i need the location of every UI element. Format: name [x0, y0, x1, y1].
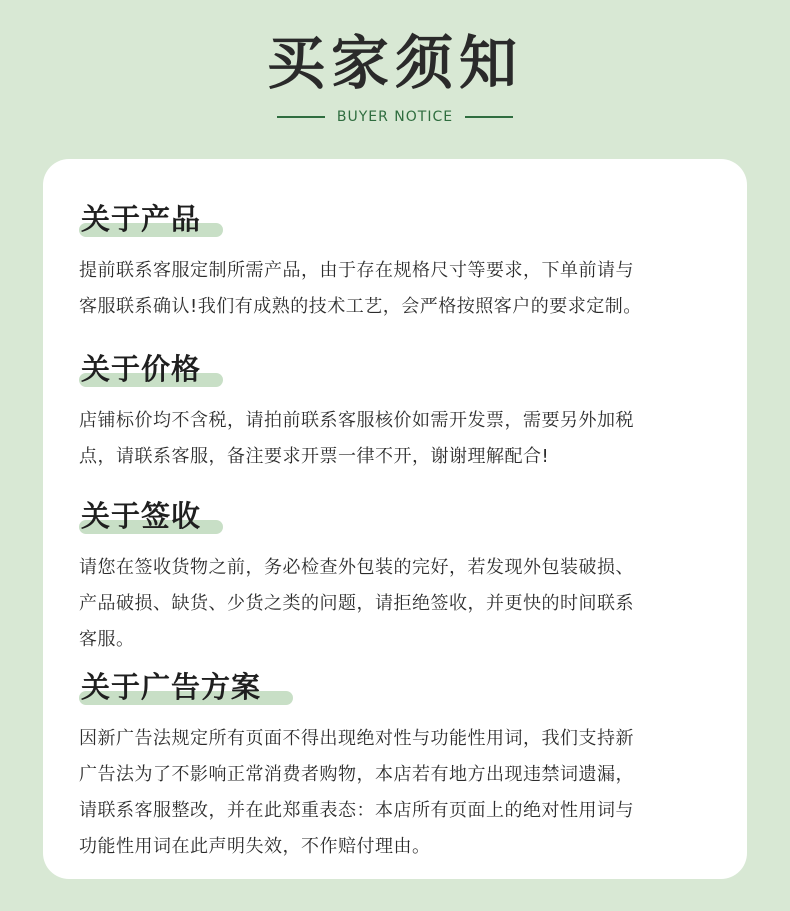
body-line: 因新广告法规定所有页面不得出现绝对性与功能性用词，我们支持新 — [79, 728, 634, 749]
body-line: 请联系客服整改，并在此郑重表态：本店所有页面上的绝对性用词与 — [79, 800, 634, 821]
section-heading-wrap — [79, 496, 729, 542]
section-heading: 关于产品 — [81, 202, 202, 236]
body-line: 店铺标价均不含税，请拍前联系客服核价如需开发票，需要另外加税 — [79, 410, 634, 431]
subtitle-row — [0, 104, 790, 130]
section-heading-wrap — [79, 667, 729, 713]
section-body — [79, 721, 729, 865]
page-title: 买家须知 — [266, 29, 523, 97]
subtitle-left-divider — [277, 116, 325, 118]
section-product — [79, 199, 729, 325]
section-body — [79, 253, 729, 325]
section-heading: 关于价格 — [81, 352, 202, 386]
body-line: 客服。 — [79, 629, 135, 650]
body-line: 客服联系确认!我们有成熟的技术工艺，会严格按照客户的要求定制。 — [79, 296, 642, 317]
body-line: 请您在签收货物之前，务必检查外包装的完好，若发现外包装破损、 — [79, 557, 634, 578]
body-line: 提前联系客服定制所需产品，由于存在规格尺寸等要求，下单前请与 — [79, 260, 634, 281]
body-line: 点，请联系客服，备注要求开票一律不开，谢谢理解配合! — [79, 446, 550, 467]
page-subtitle: BUYER NOTICE — [336, 109, 454, 125]
body-line: 功能性用词在此声明失效，不作赔付理由。 — [79, 836, 431, 857]
section-heading: 关于签收 — [81, 499, 202, 533]
section-heading: 关于广告方案 — [81, 670, 262, 704]
section-body — [79, 550, 729, 658]
section-advertising — [79, 667, 729, 865]
section-heading-wrap — [79, 349, 729, 395]
page-header — [0, 0, 790, 150]
body-line: 产品破损、缺货、少货之类的问题，请拒绝签收，并更快的时间联系 — [79, 593, 634, 614]
body-line: 广告法为了不影响正常消费者购物，本店若有地方出现违禁词遗漏， — [79, 764, 634, 785]
notice-card — [43, 159, 747, 879]
section-price — [79, 349, 729, 475]
section-body — [79, 403, 729, 475]
section-receipt — [79, 496, 729, 658]
subtitle-right-divider — [465, 116, 513, 118]
section-heading-wrap — [79, 199, 729, 245]
